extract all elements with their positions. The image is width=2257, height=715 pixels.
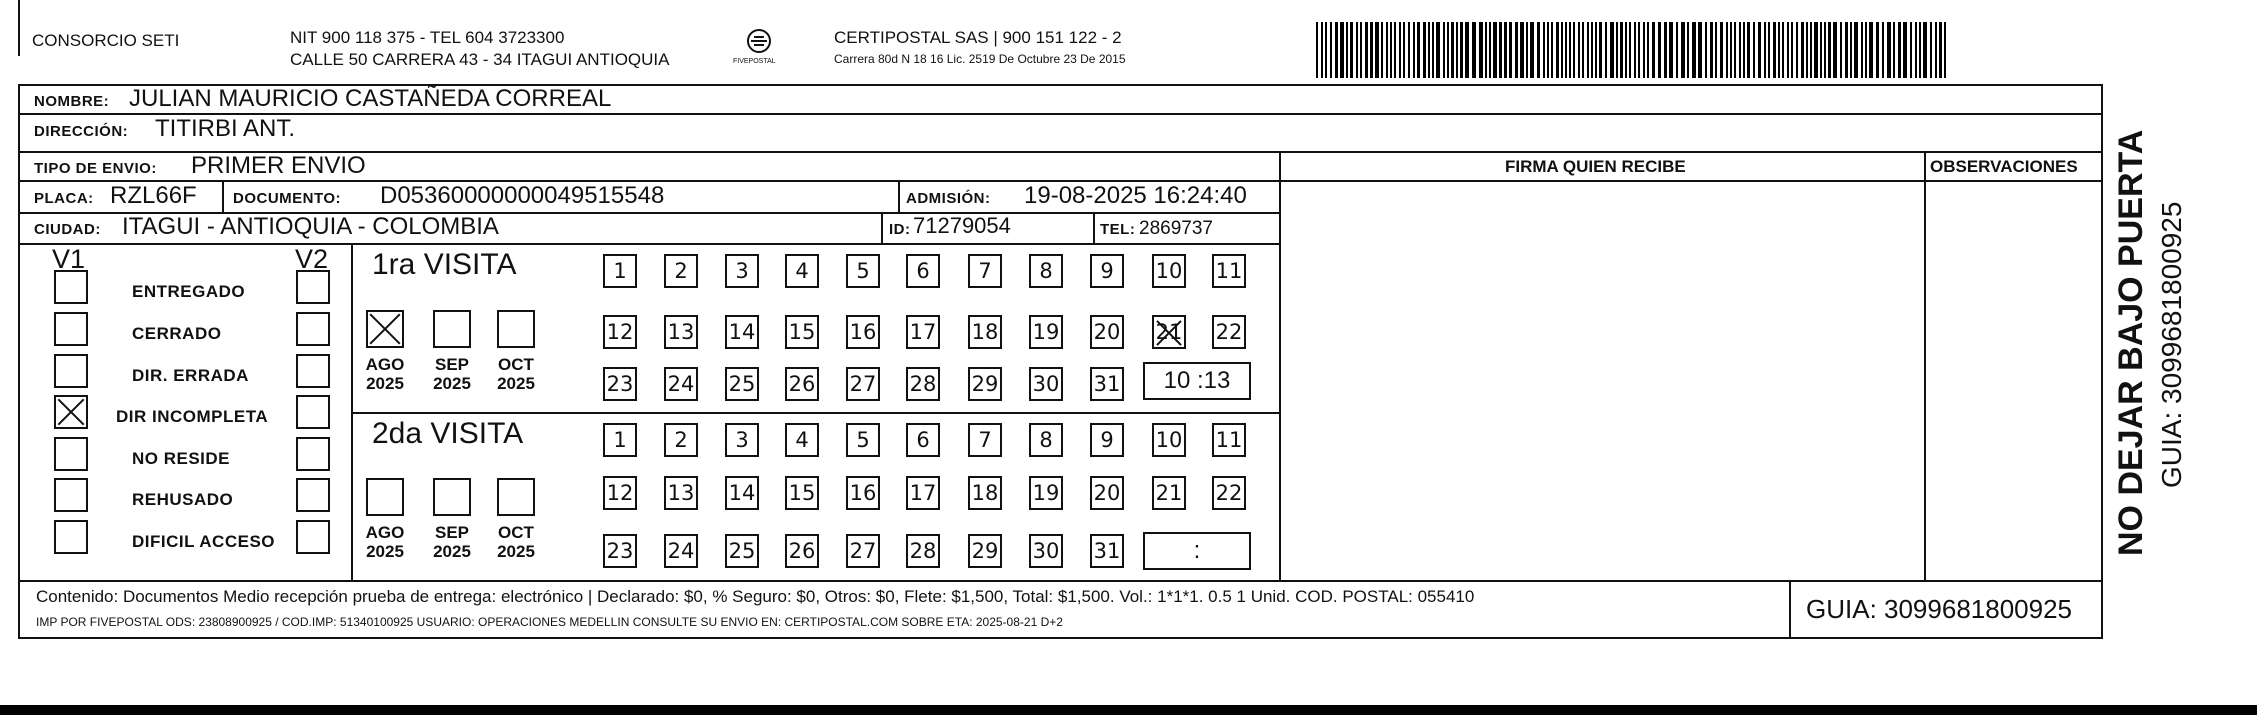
day-box[interactable]: 27: [846, 367, 880, 401]
month-label: [358, 356, 412, 393]
day-box[interactable]: 8: [1029, 254, 1063, 288]
day-box[interactable]: 1: [603, 423, 637, 457]
day-box[interactable]: 4: [785, 423, 819, 457]
month-checkbox-sep[interactable]: [433, 310, 471, 348]
day-box[interactable]: 23: [603, 534, 637, 568]
day-box[interactable]: 2: [664, 423, 698, 457]
month-year: 2025: [366, 373, 404, 393]
day-box[interactable]: 19: [1029, 476, 1063, 510]
month-checkbox-sep[interactable]: [433, 478, 471, 516]
month-name: SEP: [434, 355, 470, 374]
status-label: ENTREGADO: [132, 282, 246, 301]
day-box[interactable]: 28: [906, 534, 940, 568]
placa-label: PLACA:: [34, 190, 94, 207]
day-box[interactable]: 24: [664, 367, 698, 401]
day-box[interactable]: 28: [906, 367, 940, 401]
day-box[interactable]: 14: [725, 476, 759, 510]
v1-checkbox[interactable]: [54, 437, 88, 471]
v1-header: V1: [52, 244, 86, 274]
day-box[interactable]: 19: [1029, 315, 1063, 349]
day-box[interactable]: 3: [725, 423, 759, 457]
v1-checkbox[interactable]: [54, 312, 88, 346]
month-label: [358, 524, 412, 561]
month-year: 2025: [433, 541, 471, 561]
day-box[interactable]: 3: [725, 254, 759, 288]
day-box[interactable]: 13: [664, 476, 698, 510]
day-box[interactable]: 16: [846, 476, 880, 510]
address-line: CALLE 50 CARRERA 43 - 34 ITAGUI ANTIOQUIA: [290, 50, 670, 69]
day-box[interactable]: 30: [1029, 534, 1063, 568]
visit-title: 1ra VISITA: [372, 248, 517, 281]
day-box[interactable]: 2: [664, 254, 698, 288]
v2-checkbox[interactable]: [296, 354, 330, 388]
nombre-label: NOMBRE:: [34, 93, 110, 110]
status-label: DIFICIL ACCESO: [132, 532, 276, 551]
guia-footer: GUIA: 3099681800925: [1806, 594, 2072, 624]
company-name: CONSORCIO SETI: [32, 31, 180, 50]
month-checkbox-oct[interactable]: [497, 478, 535, 516]
day-box[interactable]: 24: [664, 534, 698, 568]
day-box[interactable]: 4: [785, 254, 819, 288]
v2-checkbox[interactable]: [296, 520, 330, 554]
v1-checkbox[interactable]: [54, 520, 88, 554]
day-box[interactable]: 15: [785, 476, 819, 510]
tipo-envio-label: TIPO DE ENVIO:: [34, 160, 157, 177]
v2-checkbox[interactable]: [296, 478, 330, 512]
certipostal-line2: Carrera 80d N 18 16 Lic. 2519 De Octubre 23 De 2015: [834, 52, 1126, 66]
month-year: 2025: [366, 541, 404, 561]
month-name: AGO: [365, 523, 405, 542]
barcode: [1316, 22, 1952, 78]
month-label: [489, 524, 543, 561]
id-value: 71279054: [913, 213, 1011, 238]
visit-time[interactable]: 10 :13: [1143, 362, 1251, 400]
day-box[interactable]: 18: [968, 315, 1002, 349]
day-box[interactable]: 26: [785, 534, 819, 568]
day-box[interactable]: 17: [906, 476, 940, 510]
month-name: AGO: [365, 355, 405, 374]
day-box[interactable]: 16: [846, 315, 880, 349]
month-year: 2025: [497, 541, 535, 561]
status-label: REHUSADO: [132, 490, 234, 509]
month-name: SEP: [434, 523, 470, 542]
day-box[interactable]: 6: [906, 423, 940, 457]
day-box[interactable]: 7: [968, 254, 1002, 288]
day-box[interactable]: 23: [603, 367, 637, 401]
id-label: ID:: [889, 221, 911, 238]
day-box[interactable]: 21: [1152, 476, 1186, 510]
month-checkbox-oct[interactable]: [497, 310, 535, 348]
tipo-envio-value: PRIMER ENVIO: [191, 152, 366, 179]
month-checkbox-ago[interactable]: [366, 478, 404, 516]
month-label: [425, 524, 479, 561]
nit-line: NIT 900 118 375 - TEL 604 3723300: [290, 28, 565, 47]
tel-label: TEL:: [1100, 221, 1136, 238]
status-label: NO RESIDE: [132, 449, 231, 468]
month-checkbox-ago[interactable]: [366, 310, 404, 348]
direccion-label: DIRECCIÓN:: [34, 123, 129, 140]
imp-text: IMP POR FIVEPOSTAL ODS: 23808900925 / COD.IMP: 51340100925 USUARIO: OPERACIONES MEDELLIN CONSULTE SU ENVIO EN: CERTIPOSTAL.COM SOBRE ETA: 2025-08-21 D+2: [36, 615, 1063, 629]
bottom-bar: [0, 705, 2257, 715]
month-year: 2025: [433, 373, 471, 393]
day-box[interactable]: 7: [968, 423, 1002, 457]
v2-checkbox[interactable]: [296, 312, 330, 346]
day-box[interactable]: 1: [603, 254, 637, 288]
day-box[interactable]: 20: [1090, 476, 1124, 510]
side-no-dejar: NO DEJAR BAJO PUERTA: [2112, 129, 2150, 556]
day-box[interactable]: 29: [968, 367, 1002, 401]
day-box[interactable]: 5: [846, 254, 880, 288]
day-box[interactable]: 25: [725, 534, 759, 568]
certipostal-line1: CERTIPOSTAL SAS | 900 151 122 - 2: [834, 28, 1122, 47]
firma-header: FIRMA QUIEN RECIBE: [1505, 157, 1686, 176]
logo-text: FIVEPOSTAL: [733, 58, 776, 65]
day-box[interactable]: 29: [968, 534, 1002, 568]
ciudad-label: CIUDAD:: [34, 221, 101, 238]
day-box[interactable]: 25: [725, 367, 759, 401]
month-label: [425, 356, 479, 393]
day-box[interactable]: 31: [1090, 367, 1124, 401]
status-label: DIR. ERRADA: [132, 366, 249, 385]
day-box[interactable]: 15: [785, 315, 819, 349]
observaciones-header: OBSERVACIONES: [1930, 157, 2078, 176]
tel-value: 2869737: [1139, 218, 1213, 239]
day-box[interactable]: 13: [664, 315, 698, 349]
v1-checkbox[interactable]: [54, 478, 88, 512]
month-label: [489, 356, 543, 393]
day-box[interactable]: 20: [1090, 315, 1124, 349]
day-box[interactable]: 21: [1152, 315, 1186, 349]
direccion-value: TITIRBI ANT.: [155, 115, 296, 142]
v1-checkbox[interactable]: [54, 354, 88, 388]
v2-checkbox[interactable]: [296, 270, 330, 304]
ciudad-value: ITAGUI - ANTIOQUIA - COLOMBIA: [122, 213, 499, 240]
nombre-value: JULIAN MAURICIO CASTAÑEDA CORREAL: [129, 85, 612, 112]
day-box[interactable]: 11: [1212, 254, 1246, 288]
placa-value: RZL66F: [110, 182, 197, 209]
day-box[interactable]: 18: [968, 476, 1002, 510]
day-box[interactable]: 26: [785, 367, 819, 401]
day-box[interactable]: 10: [1152, 423, 1186, 457]
day-box[interactable]: 12: [603, 315, 637, 349]
visit-time[interactable]: :: [1143, 532, 1251, 570]
month-name: OCT: [498, 355, 534, 374]
day-box[interactable]: 9: [1090, 254, 1124, 288]
admision-label: ADMISIÓN:: [906, 190, 991, 207]
day-box[interactable]: 8: [1029, 423, 1063, 457]
day-box[interactable]: 9: [1090, 423, 1124, 457]
day-box[interactable]: 22: [1212, 315, 1246, 349]
day-box[interactable]: 10: [1152, 254, 1186, 288]
v1-checkbox[interactable]: [54, 395, 88, 429]
day-box[interactable]: 27: [846, 534, 880, 568]
documento-label: DOCUMENTO:: [233, 190, 342, 207]
day-box[interactable]: 22: [1212, 476, 1246, 510]
day-box[interactable]: 17: [906, 315, 940, 349]
day-box[interactable]: 31: [1090, 534, 1124, 568]
contenido-text: Contenido: Documentos Medio recepción prueba de entrega: electrónico | Declarado: $0, % Seguro: $0, Otros: $0, Flete: $1,500, Total: $1,500. Vol.: 1*1*1. 0.5 1 Unid. COD. POSTAL: 055410: [36, 587, 1475, 606]
admision-value: 19-08-2025 16:24:40: [1024, 182, 1247, 209]
side-guia: GUIA: 3099681800925: [2156, 201, 2187, 488]
status-label: CERRADO: [132, 324, 222, 343]
day-box[interactable]: 14: [725, 315, 759, 349]
day-box[interactable]: 5: [846, 423, 880, 457]
v2-checkbox[interactable]: [296, 437, 330, 471]
day-box[interactable]: 6: [906, 254, 940, 288]
visit-title: 2da VISITA: [372, 417, 524, 450]
day-box[interactable]: 30: [1029, 367, 1063, 401]
documento-value: D05360000000049515548: [380, 182, 665, 209]
day-box[interactable]: 11: [1212, 423, 1246, 457]
v2-checkbox[interactable]: [296, 395, 330, 429]
v2-header: V2: [295, 244, 329, 274]
day-box[interactable]: 12: [603, 476, 637, 510]
v1-checkbox[interactable]: [54, 270, 88, 304]
month-name: OCT: [498, 523, 534, 542]
status-label: DIR INCOMPLETA: [116, 407, 269, 426]
month-year: 2025: [497, 373, 535, 393]
